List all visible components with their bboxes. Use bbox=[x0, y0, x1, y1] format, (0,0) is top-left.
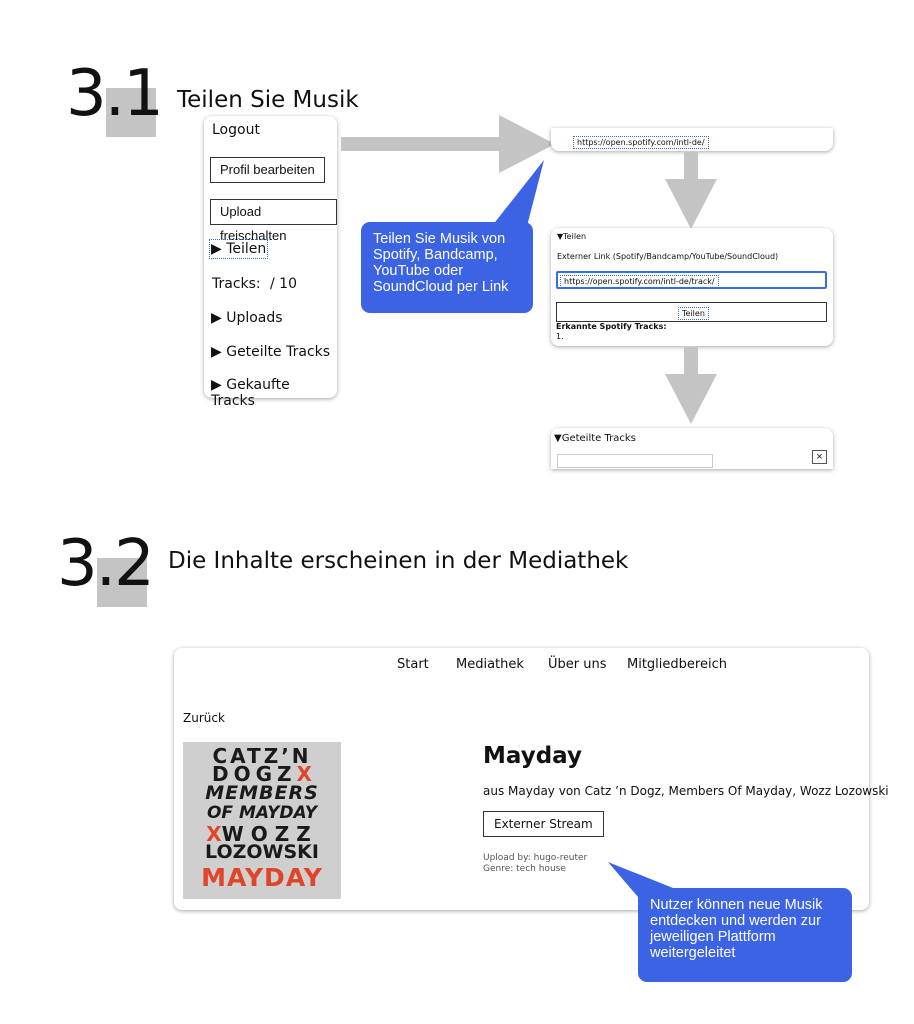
detected-track-item: 1. bbox=[556, 332, 564, 341]
share-submit-button[interactable]: Teilen bbox=[678, 307, 709, 320]
share-form-card bbox=[551, 228, 833, 346]
shared-tracks-summary[interactable]: ▼Geteilte Tracks bbox=[554, 433, 636, 444]
cover-line-9: MAYDAY bbox=[201, 863, 323, 892]
cover-line-7: WOZZ bbox=[221, 822, 318, 846]
nav-start[interactable]: Start bbox=[397, 657, 429, 672]
bought-tracks-toggle[interactable]: ▶ Gekaufte Tracks bbox=[211, 377, 290, 409]
nav-member-area[interactable]: Mitgliedbereich bbox=[627, 657, 727, 672]
track-title: Mayday bbox=[483, 743, 582, 769]
flow-arrow-down-1-shaft bbox=[684, 152, 698, 182]
external-link-input[interactable] bbox=[556, 271, 827, 289]
unlock-upload-button[interactable]: Upload freischalten bbox=[210, 199, 337, 225]
share-callout-pointer bbox=[480, 158, 560, 238]
step-number-3-2: 3.2 bbox=[57, 527, 153, 601]
share-toggle[interactable]: ▶ Teilen bbox=[211, 241, 267, 257]
detected-tracks-heading: Erkannte Spotify Tracks: bbox=[556, 322, 667, 331]
section-title-share: Teilen Sie Musik bbox=[177, 87, 359, 113]
cover-line-2: DOGZ bbox=[212, 762, 297, 786]
discover-callout: Nutzer können neue Musik entdecken und werden zur jeweiligen Plattform weitergeleitet bbox=[638, 888, 852, 982]
shared-tracks-toggle[interactable]: ▶ Geteilte Tracks bbox=[211, 344, 331, 360]
upload-by: Upload by: hugo-reuter bbox=[483, 853, 588, 863]
flow-arrow-down-2-shaft bbox=[684, 347, 698, 377]
shared-track-row bbox=[557, 454, 713, 468]
flow-arrow-down-1-head bbox=[665, 179, 717, 229]
cover-line-8: LOZOWSKI bbox=[205, 841, 319, 863]
flow-arrow-down-2-head bbox=[665, 374, 717, 424]
tracks-count: / 10 bbox=[270, 276, 297, 292]
share-form-summary[interactable]: ▼Teilen bbox=[557, 232, 587, 241]
tracks-label: Tracks: bbox=[212, 276, 261, 292]
logout-link[interactable]: Logout bbox=[212, 122, 260, 138]
edit-profile-button[interactable]: Profil bearbeiten bbox=[210, 157, 325, 183]
uploads-toggle[interactable]: ▶ Uploads bbox=[211, 310, 283, 326]
genre: Genre: tech house bbox=[483, 864, 566, 874]
album-cover[interactable] bbox=[183, 742, 341, 899]
step-number-3-1: 3.1 bbox=[66, 57, 162, 131]
member-menu-card bbox=[204, 116, 337, 409]
url-preview-card bbox=[551, 128, 833, 151]
cover-line-1: CATZ’N bbox=[212, 744, 312, 768]
cover-line-3: X bbox=[296, 762, 312, 786]
external-link-input-value: https://open.spotify.com/intl-de/track/ bbox=[560, 275, 719, 288]
section-title-mediathek: Die Inhalte erscheinen in der Mediathek bbox=[168, 548, 629, 574]
shared-track-close-button[interactable]: × bbox=[812, 450, 827, 464]
cover-line-4: MEMBERS bbox=[205, 782, 319, 804]
share-callout: Teilen Sie Musik von Spotify, Bandcamp, YouTube oder SoundCloud per Link bbox=[361, 222, 533, 313]
external-link-label: Externer Link (Spotify/Bandcamp/YouTube/SoundCloud) bbox=[557, 252, 779, 261]
cover-line-5: OF MAYDAY bbox=[206, 803, 318, 823]
url-chip[interactable]: https://open.spotify.com/intl-de/ bbox=[573, 136, 709, 149]
nav-mediathek[interactable]: Mediathek bbox=[456, 657, 524, 672]
external-stream-button[interactable]: Externer Stream bbox=[483, 811, 604, 837]
cover-line-6: X bbox=[206, 822, 222, 846]
shared-tracks-card bbox=[551, 428, 833, 469]
track-subtitle: aus Mayday von Catz ’n Dogz, Members Of Mayday, Wozz Lozowski bbox=[483, 784, 889, 798]
flow-arrow-right bbox=[341, 137, 501, 151]
nav-about[interactable]: Über uns bbox=[548, 657, 607, 672]
back-link[interactable]: Zurück bbox=[183, 711, 225, 725]
